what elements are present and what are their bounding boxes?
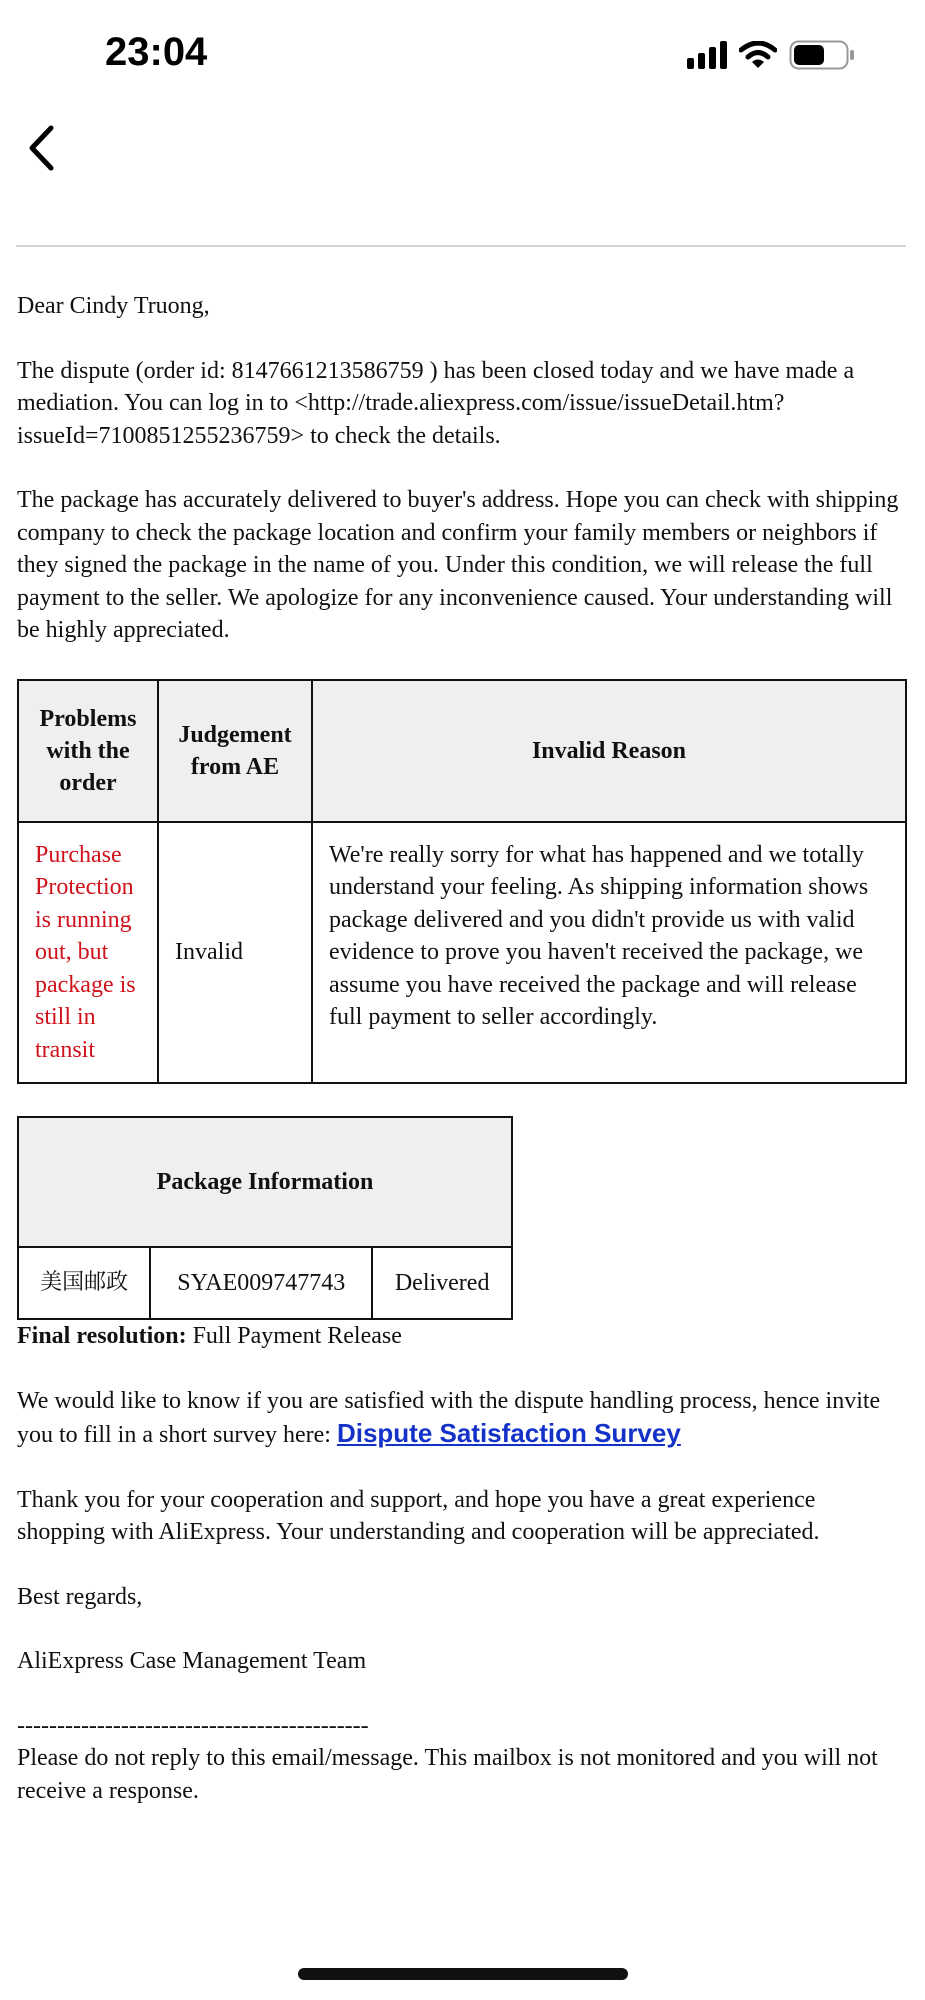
status-icons [687,38,855,72]
delivery-status-cell: Delivered [372,1247,512,1319]
package-information-header: Package Information [18,1117,512,1247]
survey-paragraph [17,1385,907,1452]
tracking-number-cell: SYAE009747743 [150,1247,372,1319]
status-time: 23:04 [105,30,208,74]
survey-link[interactable]: Dispute Satisfaction Survey [336,1418,681,1448]
header-divider [16,245,906,247]
greeting: Dear Cindy Truong, [17,293,210,319]
status-bar [0,0,925,110]
table-row [18,1247,512,1319]
reason-cell: We're really sorry for what has happened and we totally understand your feeling. As shipping information shows package delivered and you didn't provide us with valid evidence to prove you haven't received the package, we assume you have received the package and will release full payment to seller accordingly. [312,822,906,1084]
package-information-table [17,1116,513,1320]
cellular-signal-icon [687,41,727,69]
paragraph-dispute-closed: The dispute (order id: 8147661213586759 ) has been closed today and we have made a mediation. You can log in to <http://trade.aliexpress.com/issue/issueDetail.htm?issueId=7100851255236759> to check the details. [17,357,855,449]
noreply-notice: Please do not reply to this email/message. This mailbox is not monitored and you will not receive a response. [17,1745,878,1804]
email-body [17,290,907,1839]
header-invalid-reason: Invalid Reason [312,680,906,822]
final-resolution-label: Final resolution: [17,1323,187,1349]
final-resolution-value: Full Payment Release [186,1323,402,1349]
problem-cell: Purchase Protection is running out, but package is still in transit [18,822,158,1084]
final-resolution [17,1320,907,1353]
separator-line: -------------------------------------------- [17,1712,369,1739]
team-signature: AliExpress Case Management Team [17,1648,367,1674]
wifi-icon [739,41,777,69]
dispute-table [17,679,907,1085]
dispute-table-header [18,680,906,822]
survey-text: We would like to know if you are satisfied with the dispute handling process, hence invite you to fill in a short survey here: [17,1387,881,1448]
package-table-header [18,1117,512,1247]
paragraph-package-delivered: The package has accurately delivered to buyer's address. Hope you can check with shipping company to check the package location and confirm your family members or neighbors if they signed the package in the name of you. Under this condition, we will release the full payment to the seller. We apologize for any inconvenience caused. Your understanding will be highly appreciated. [17,487,899,643]
chevron-left-icon[interactable] [20,118,66,178]
thanks-paragraph: Thank you for your cooperation and support, and hope you have a great experience shopping with AliExpress. Your understanding and cooperation will be appreciated. [17,1486,820,1545]
header-judgement: Judgement from AE [158,680,312,822]
regards: Best regards, [17,1583,143,1610]
carrier-cell: 美国邮政 [18,1247,150,1319]
judgement-cell: Invalid [158,822,312,1084]
table-row [18,822,906,1084]
battery-icon [789,40,855,70]
home-indicator[interactable] [298,1968,628,1980]
header-problems: Problems with the order [18,680,158,822]
